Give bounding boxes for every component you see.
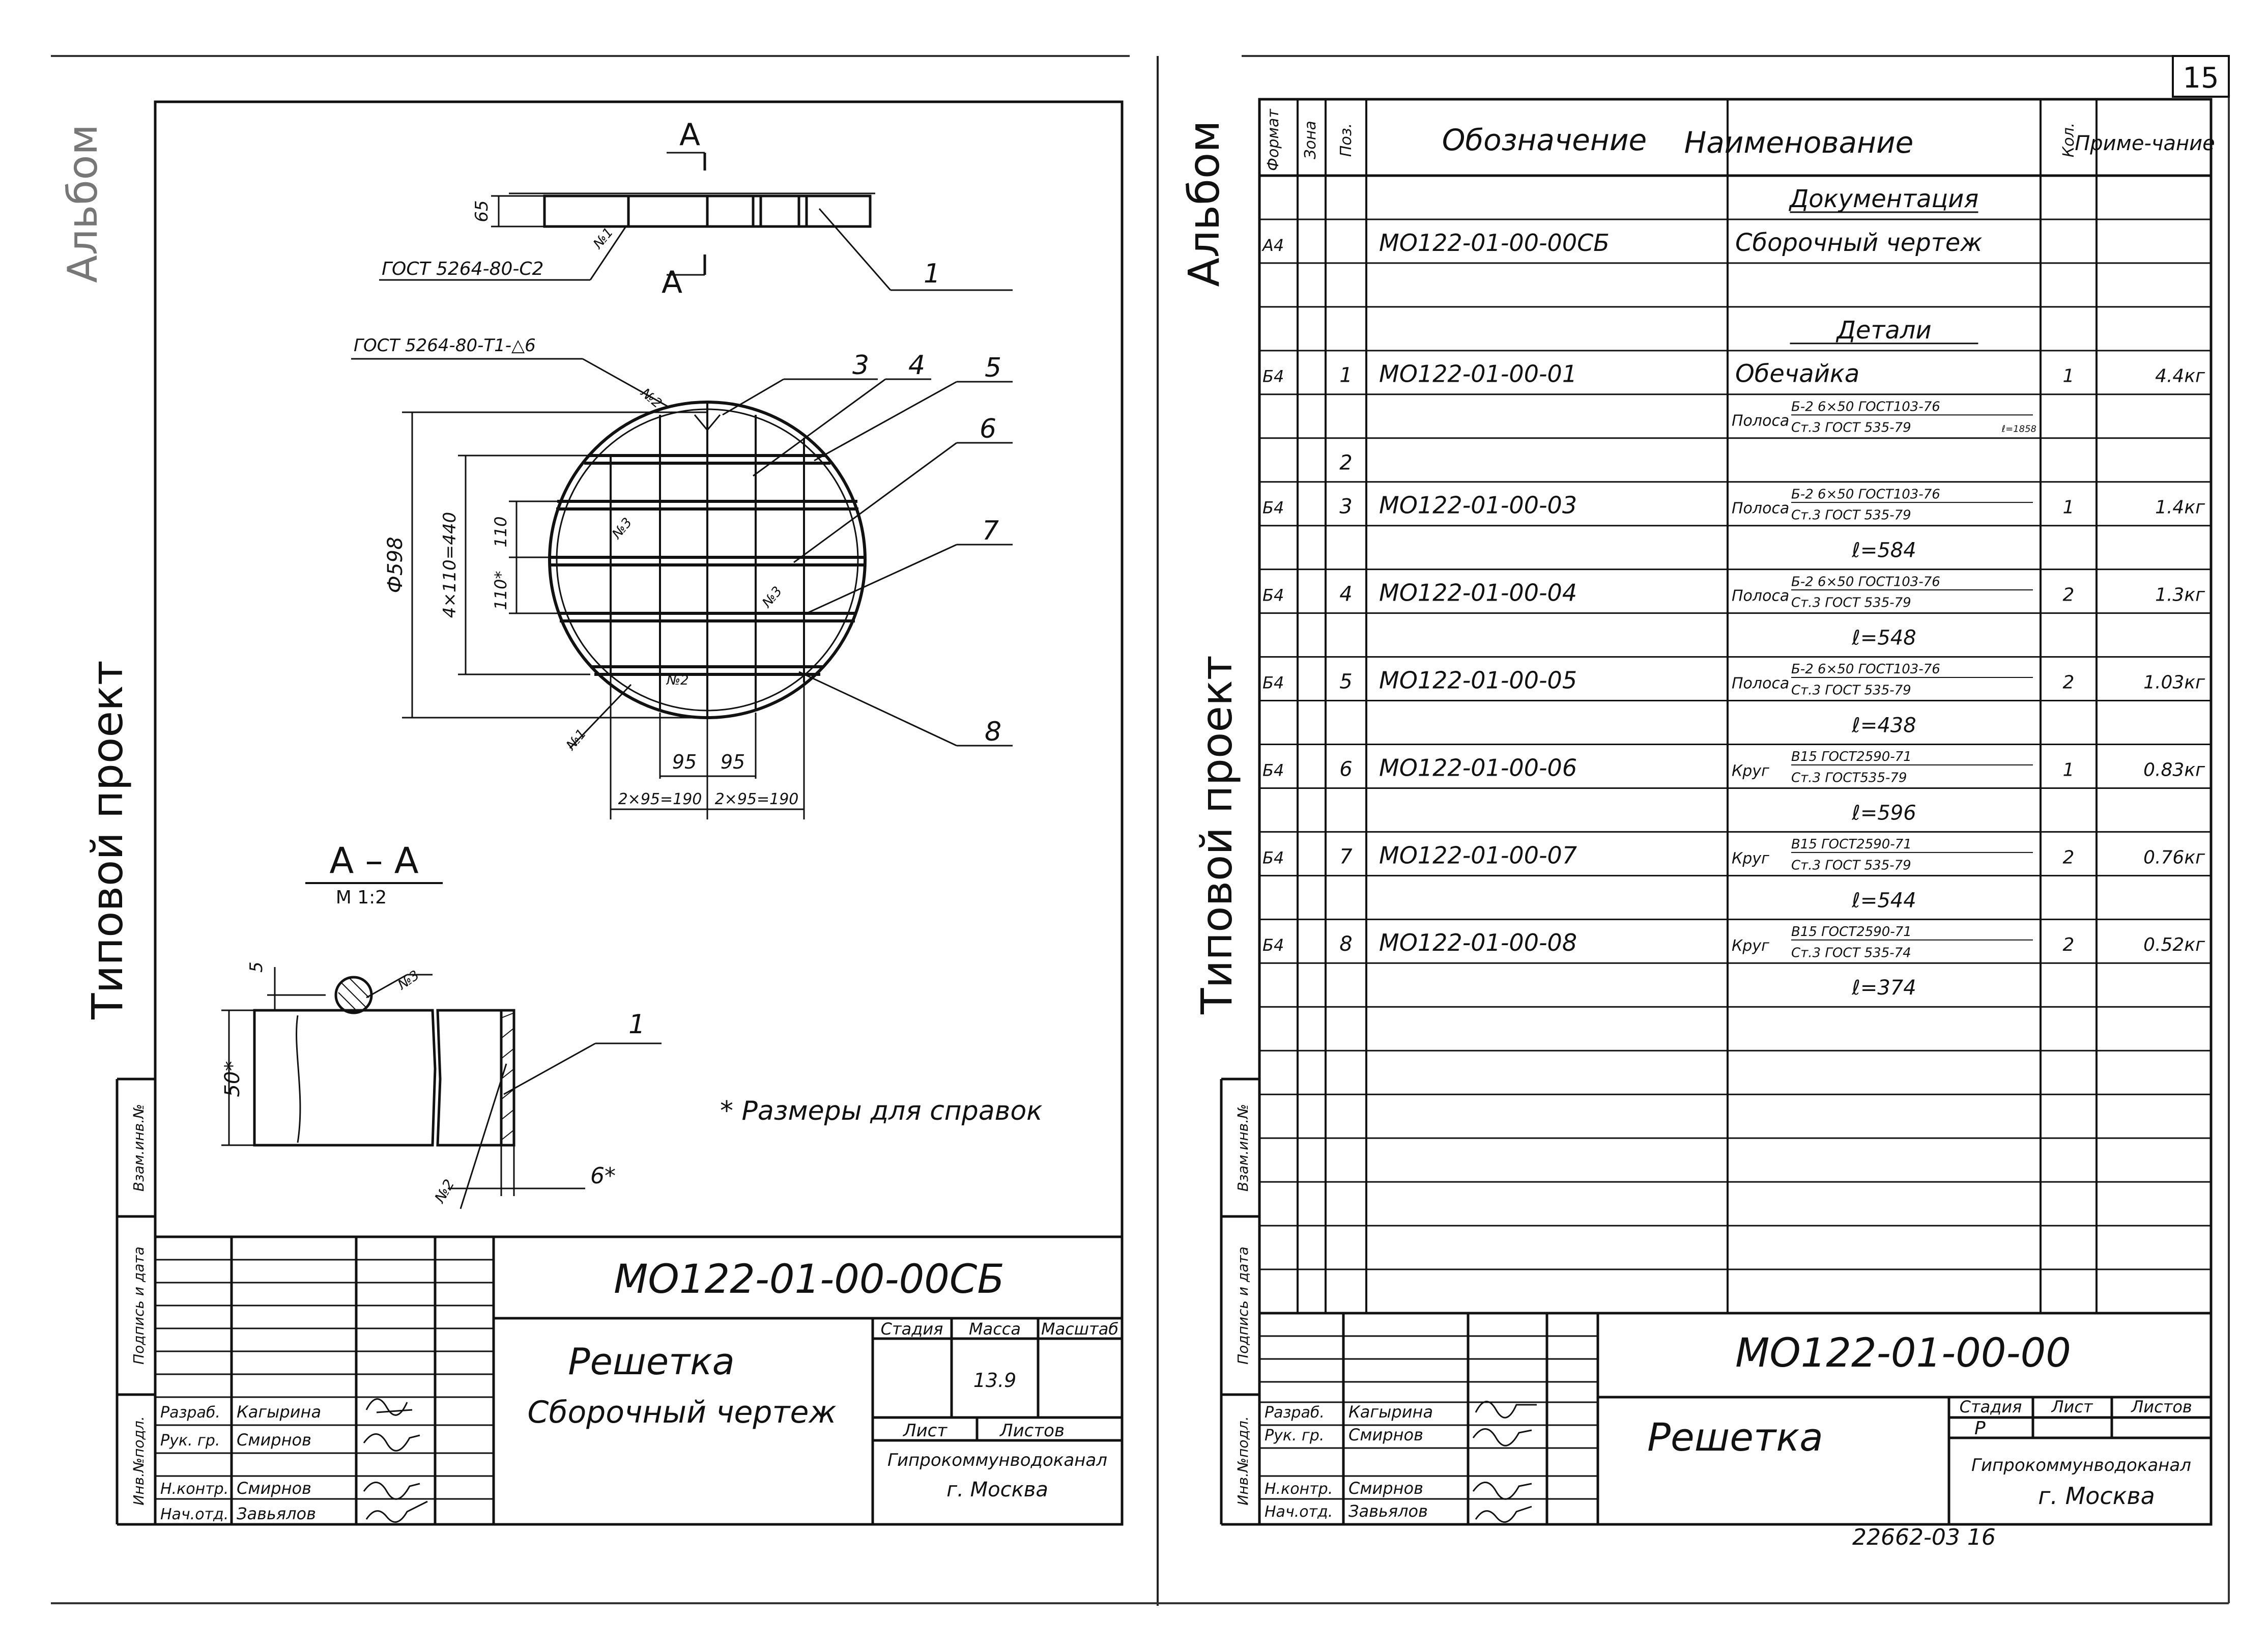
- left-org: Гипрокоммунводоканал: [887, 1450, 1107, 1470]
- row-position: 3: [1339, 495, 1353, 519]
- reference-note: * Размеры для справок: [720, 1096, 1043, 1126]
- dim-110: 110: [491, 516, 510, 548]
- left-city: г. Москва: [946, 1478, 1048, 1501]
- row-material-prefix: Полоса: [1732, 499, 1790, 518]
- right-name: Решетка: [1647, 1414, 1823, 1460]
- row-designation: МО122-01-00-05: [1379, 666, 1577, 694]
- table-row: [1262, 924, 2205, 960]
- weld-n3-section: №3: [395, 968, 422, 993]
- row-material-prefix: Полоса: [1732, 412, 1790, 430]
- right-stage-value: Р: [1974, 1418, 1986, 1439]
- bottom-code: 22662-03 16: [1852, 1524, 1996, 1550]
- row-format: Б4: [1262, 848, 1284, 868]
- spec-table-grid: [1259, 99, 2211, 1313]
- row-designation: МО122-01-00-01: [1379, 360, 1577, 388]
- dim-65: 65: [472, 200, 492, 222]
- right-person-2: Смирнов: [1348, 1425, 1423, 1444]
- left-name: Решетка: [568, 1340, 735, 1383]
- album-caption-right: Альбом: [1179, 120, 1229, 287]
- right-role-1: Разраб.: [1265, 1404, 1325, 1422]
- row-material-bottom: Ст.3 ГОСТ 535-79: [1791, 507, 1911, 523]
- row-note: 1.03кг: [2143, 672, 2205, 693]
- table-row: [1732, 399, 2036, 435]
- header-qty: Кол.: [2060, 122, 2078, 158]
- row-position: 1: [1339, 363, 1353, 387]
- row-format: Б4: [1262, 498, 1284, 518]
- header-zone: Зона: [1302, 121, 1319, 159]
- table-row: [1262, 662, 2205, 698]
- row-quantity: 2: [2062, 672, 2075, 693]
- left-role-2: Рук. гр.: [160, 1432, 220, 1450]
- row-designation: МО122-01-00-06: [1379, 754, 1577, 782]
- gost-top: ГОСТ 5264-80-С2: [382, 259, 544, 279]
- weld-n2-top: №2: [638, 385, 665, 412]
- weld-n1-plan: №1: [563, 726, 590, 753]
- row-material-prefix: Круг: [1732, 849, 1769, 868]
- header-designation: Обозначение: [1442, 123, 1647, 157]
- right-sheet: [1221, 99, 2211, 1524]
- table-row: [1790, 316, 1978, 345]
- row-format: Б4: [1262, 935, 1284, 955]
- stamp-inv-right: Инв.№подл.: [1235, 1416, 1251, 1506]
- dim-110-star: 110*: [491, 571, 510, 610]
- table-row: [1262, 749, 2205, 785]
- dim-95-right: 95: [720, 751, 745, 773]
- row-format: Б4: [1262, 760, 1284, 780]
- project-caption-left: Типовой проект: [82, 660, 132, 1019]
- section-title: А – А: [329, 840, 419, 882]
- left-doc-type: Сборочный чертеж: [527, 1395, 837, 1430]
- row-note: 0.76кг: [2143, 847, 2205, 868]
- row-format: Б4: [1262, 366, 1284, 386]
- row-position: 5: [1339, 670, 1353, 694]
- row-position: 2: [1339, 451, 1353, 475]
- right-person-1: Кагырина: [1348, 1402, 1433, 1422]
- right-code: МО122-01-00-00: [1735, 1330, 2071, 1376]
- leader-1-top: 1: [924, 259, 941, 289]
- stamp-inv-left: Инв.№подл.: [130, 1416, 147, 1506]
- row-position: 6: [1339, 757, 1353, 781]
- row-section-heading: Детали: [1836, 316, 1932, 345]
- header-name: Наименование: [1684, 125, 1914, 160]
- table-row: [1262, 360, 2205, 388]
- row-length: ℓ=544: [1852, 889, 1916, 913]
- right-role-2: Рук. гр.: [1265, 1427, 1325, 1444]
- row-material-top: Б-2 6×50 ГОСТ103-76: [1791, 574, 1940, 590]
- weld-n2-section: №2: [431, 1176, 458, 1206]
- table-row: [1262, 487, 2205, 523]
- left-sheets-label: Листов: [1000, 1421, 1065, 1441]
- table-row: [1851, 976, 1916, 1000]
- left-sheet-label: Лист: [903, 1421, 948, 1441]
- table-row: [1851, 714, 1916, 737]
- left-scale-label: Масштаб: [1041, 1319, 1119, 1339]
- table-row: [1851, 627, 1916, 650]
- dim-6: 6*: [590, 1163, 616, 1189]
- table-row: [1789, 185, 1979, 213]
- table-row: [1262, 837, 2205, 873]
- leader-4: 4: [908, 350, 926, 381]
- row-material-top: В15 ГОСТ2590-71: [1791, 924, 1912, 940]
- row-quantity: 1: [2062, 759, 2075, 781]
- left-person-3: Смирнов: [237, 1479, 311, 1498]
- right-role-4: Нач.отд.: [1265, 1503, 1333, 1521]
- leader-5: 5: [985, 353, 1002, 383]
- row-note: 0.83кг: [2143, 759, 2205, 781]
- row-note: 1.4кг: [2155, 497, 2205, 518]
- row-designation: МО122-01-00-07: [1379, 841, 1577, 869]
- row-quantity: 2: [2062, 934, 2075, 956]
- dim-2x95-right: 2×95=190: [714, 790, 799, 808]
- row-designation: МО122-01-00-00СБ: [1379, 229, 1610, 257]
- row-quantity: 2: [2062, 584, 2075, 606]
- row-material-bottom: Ст.3 ГОСТ 535-79: [1791, 683, 1911, 698]
- weld-n1-top: №1: [590, 224, 617, 252]
- section-mark-bottom: А: [662, 265, 683, 300]
- page-number: 15: [2183, 62, 2219, 95]
- right-org: Гипрокоммунводоканал: [1971, 1455, 2191, 1476]
- leader-6: 6: [980, 414, 997, 444]
- section-scale: М 1:2: [335, 887, 387, 908]
- dim-50: 50*: [221, 1061, 244, 1097]
- leader-8: 8: [985, 717, 1002, 747]
- row-designation: МО122-01-00-03: [1379, 491, 1577, 519]
- section-mark-top: А: [679, 117, 701, 153]
- row-length: ℓ=374: [1852, 976, 1916, 1000]
- weld-n3-plan: №3: [609, 515, 636, 542]
- left-person-1: Кагырина: [237, 1402, 322, 1422]
- header-note: Приме-чание: [2075, 132, 2215, 155]
- left-sheet: [117, 102, 1122, 1524]
- row-material-top: Б-2 6×50 ГОСТ103-76: [1791, 662, 1940, 677]
- weld-n2-plan: №2: [667, 673, 689, 688]
- row-length: ℓ=584: [1852, 538, 1916, 562]
- table-row: [1262, 574, 2205, 610]
- row-material-bottom: Ст.3 ГОСТ 535-79: [1791, 420, 1911, 436]
- dim-2x95-left: 2×95=190: [618, 790, 702, 808]
- left-stage-label: Стадия: [880, 1319, 943, 1339]
- weld-n3-plan-2: №3: [759, 583, 786, 611]
- right-city: г. Москва: [2038, 1482, 2155, 1510]
- gost-weld: ГОСТ 5264-80-Т1-△6: [354, 335, 536, 356]
- row-note: 4.4кг: [2155, 365, 2205, 387]
- row-position: 8: [1339, 932, 1353, 956]
- stamp-sign-left: Подпись и дата: [130, 1246, 147, 1365]
- row-length: ℓ=548: [1852, 626, 1916, 650]
- left-role-1: Разраб.: [160, 1404, 220, 1422]
- table-row: [1261, 229, 1983, 257]
- row-format: Б4: [1262, 673, 1284, 693]
- row-material-length: ℓ=1858: [2001, 423, 2036, 435]
- row-material-bottom: Ст.3 ГОСТ 535-74: [1791, 945, 1911, 961]
- stamp-replace-right: Взам.инв.№: [1235, 1103, 1251, 1192]
- row-format: Б4: [1262, 585, 1284, 605]
- row-material-bottom: Ст.3 ГОСТ 535-79: [1791, 595, 1911, 611]
- dim-4x110: 4×110=440: [440, 512, 460, 618]
- dim-95-left: 95: [672, 751, 697, 773]
- row-material-prefix: Полоса: [1732, 674, 1790, 693]
- left-person-4: Завьялов: [237, 1504, 316, 1523]
- row-section-heading: Документация: [1789, 184, 1979, 213]
- left-signatures: [364, 1399, 427, 1522]
- left-role-3: Н.контр.: [160, 1480, 229, 1498]
- right-stage-label: Стадия: [1959, 1397, 2022, 1416]
- right-signatures: [1473, 1402, 1537, 1522]
- row-name: Обечайка: [1735, 359, 1860, 388]
- leader-7: 7: [982, 516, 999, 546]
- header-pos: Поз.: [1337, 123, 1355, 157]
- table-row: [1851, 889, 1916, 912]
- row-material-bottom: Ст.3 ГОСТ535-79: [1791, 770, 1907, 786]
- row-note: 1.3кг: [2155, 584, 2205, 606]
- leader-3: 3: [852, 350, 870, 381]
- row-position: 4: [1339, 582, 1353, 606]
- stamp-sign-right: Подпись и дата: [1235, 1246, 1251, 1365]
- row-length: ℓ=596: [1852, 801, 1916, 825]
- row-designation: МО122-01-00-08: [1379, 929, 1577, 957]
- album-caption-left: Альбом: [59, 124, 106, 283]
- row-material-top: Б-2 6×50 ГОСТ103-76: [1791, 399, 1940, 415]
- row-name: Сборочный чертеж: [1735, 228, 1983, 257]
- row-length: ℓ=438: [1852, 714, 1916, 738]
- left-person-2: Смирнов: [237, 1430, 311, 1450]
- dim-diameter: Ф598: [384, 536, 407, 593]
- row-material-bottom: Ст.3 ГОСТ 535-79: [1791, 858, 1911, 873]
- project-caption-right: Типовой проект: [1192, 655, 1242, 1014]
- left-mass-label: Масса: [968, 1319, 1021, 1339]
- row-format: А4: [1262, 235, 1284, 255]
- right-sheets-label: Листов: [2131, 1397, 2192, 1416]
- header-format: Формат: [1265, 109, 1282, 171]
- right-person-4: Завьялов: [1348, 1501, 1428, 1521]
- row-position: 7: [1339, 845, 1353, 869]
- table-row: [1339, 451, 1352, 475]
- stamp-replace-left: Взам.инв.№: [130, 1103, 147, 1192]
- dim-5: 5: [246, 961, 267, 973]
- row-material-top: В15 ГОСТ2590-71: [1791, 837, 1912, 853]
- row-quantity: 1: [2062, 365, 2075, 387]
- row-material-top: Б-2 6×50 ГОСТ103-76: [1791, 487, 1940, 502]
- table-row: [1851, 539, 1916, 562]
- row-material-top: В15 ГОСТ2590-71: [1791, 749, 1912, 765]
- right-role-3: Н.контр.: [1265, 1480, 1333, 1498]
- row-note: 0.52кг: [2143, 934, 2205, 956]
- row-designation: МО122-01-00-04: [1379, 579, 1577, 607]
- left-code: МО122-01-00-00СБ: [614, 1257, 1004, 1302]
- leader-1-section: 1: [628, 1009, 646, 1040]
- right-sheet-label: Лист: [2051, 1397, 2093, 1416]
- row-quantity: 2: [2062, 847, 2075, 868]
- row-quantity: 1: [2062, 497, 2075, 518]
- row-material-prefix: Полоса: [1732, 587, 1790, 605]
- left-role-4: Нач.отд.: [160, 1506, 229, 1523]
- left-mass-value: 13.9: [973, 1369, 1017, 1392]
- row-material-prefix: Круг: [1732, 937, 1769, 955]
- row-material-prefix: Круг: [1732, 762, 1769, 780]
- right-person-3: Смирнов: [1348, 1479, 1423, 1498]
- table-row: [1851, 801, 1916, 825]
